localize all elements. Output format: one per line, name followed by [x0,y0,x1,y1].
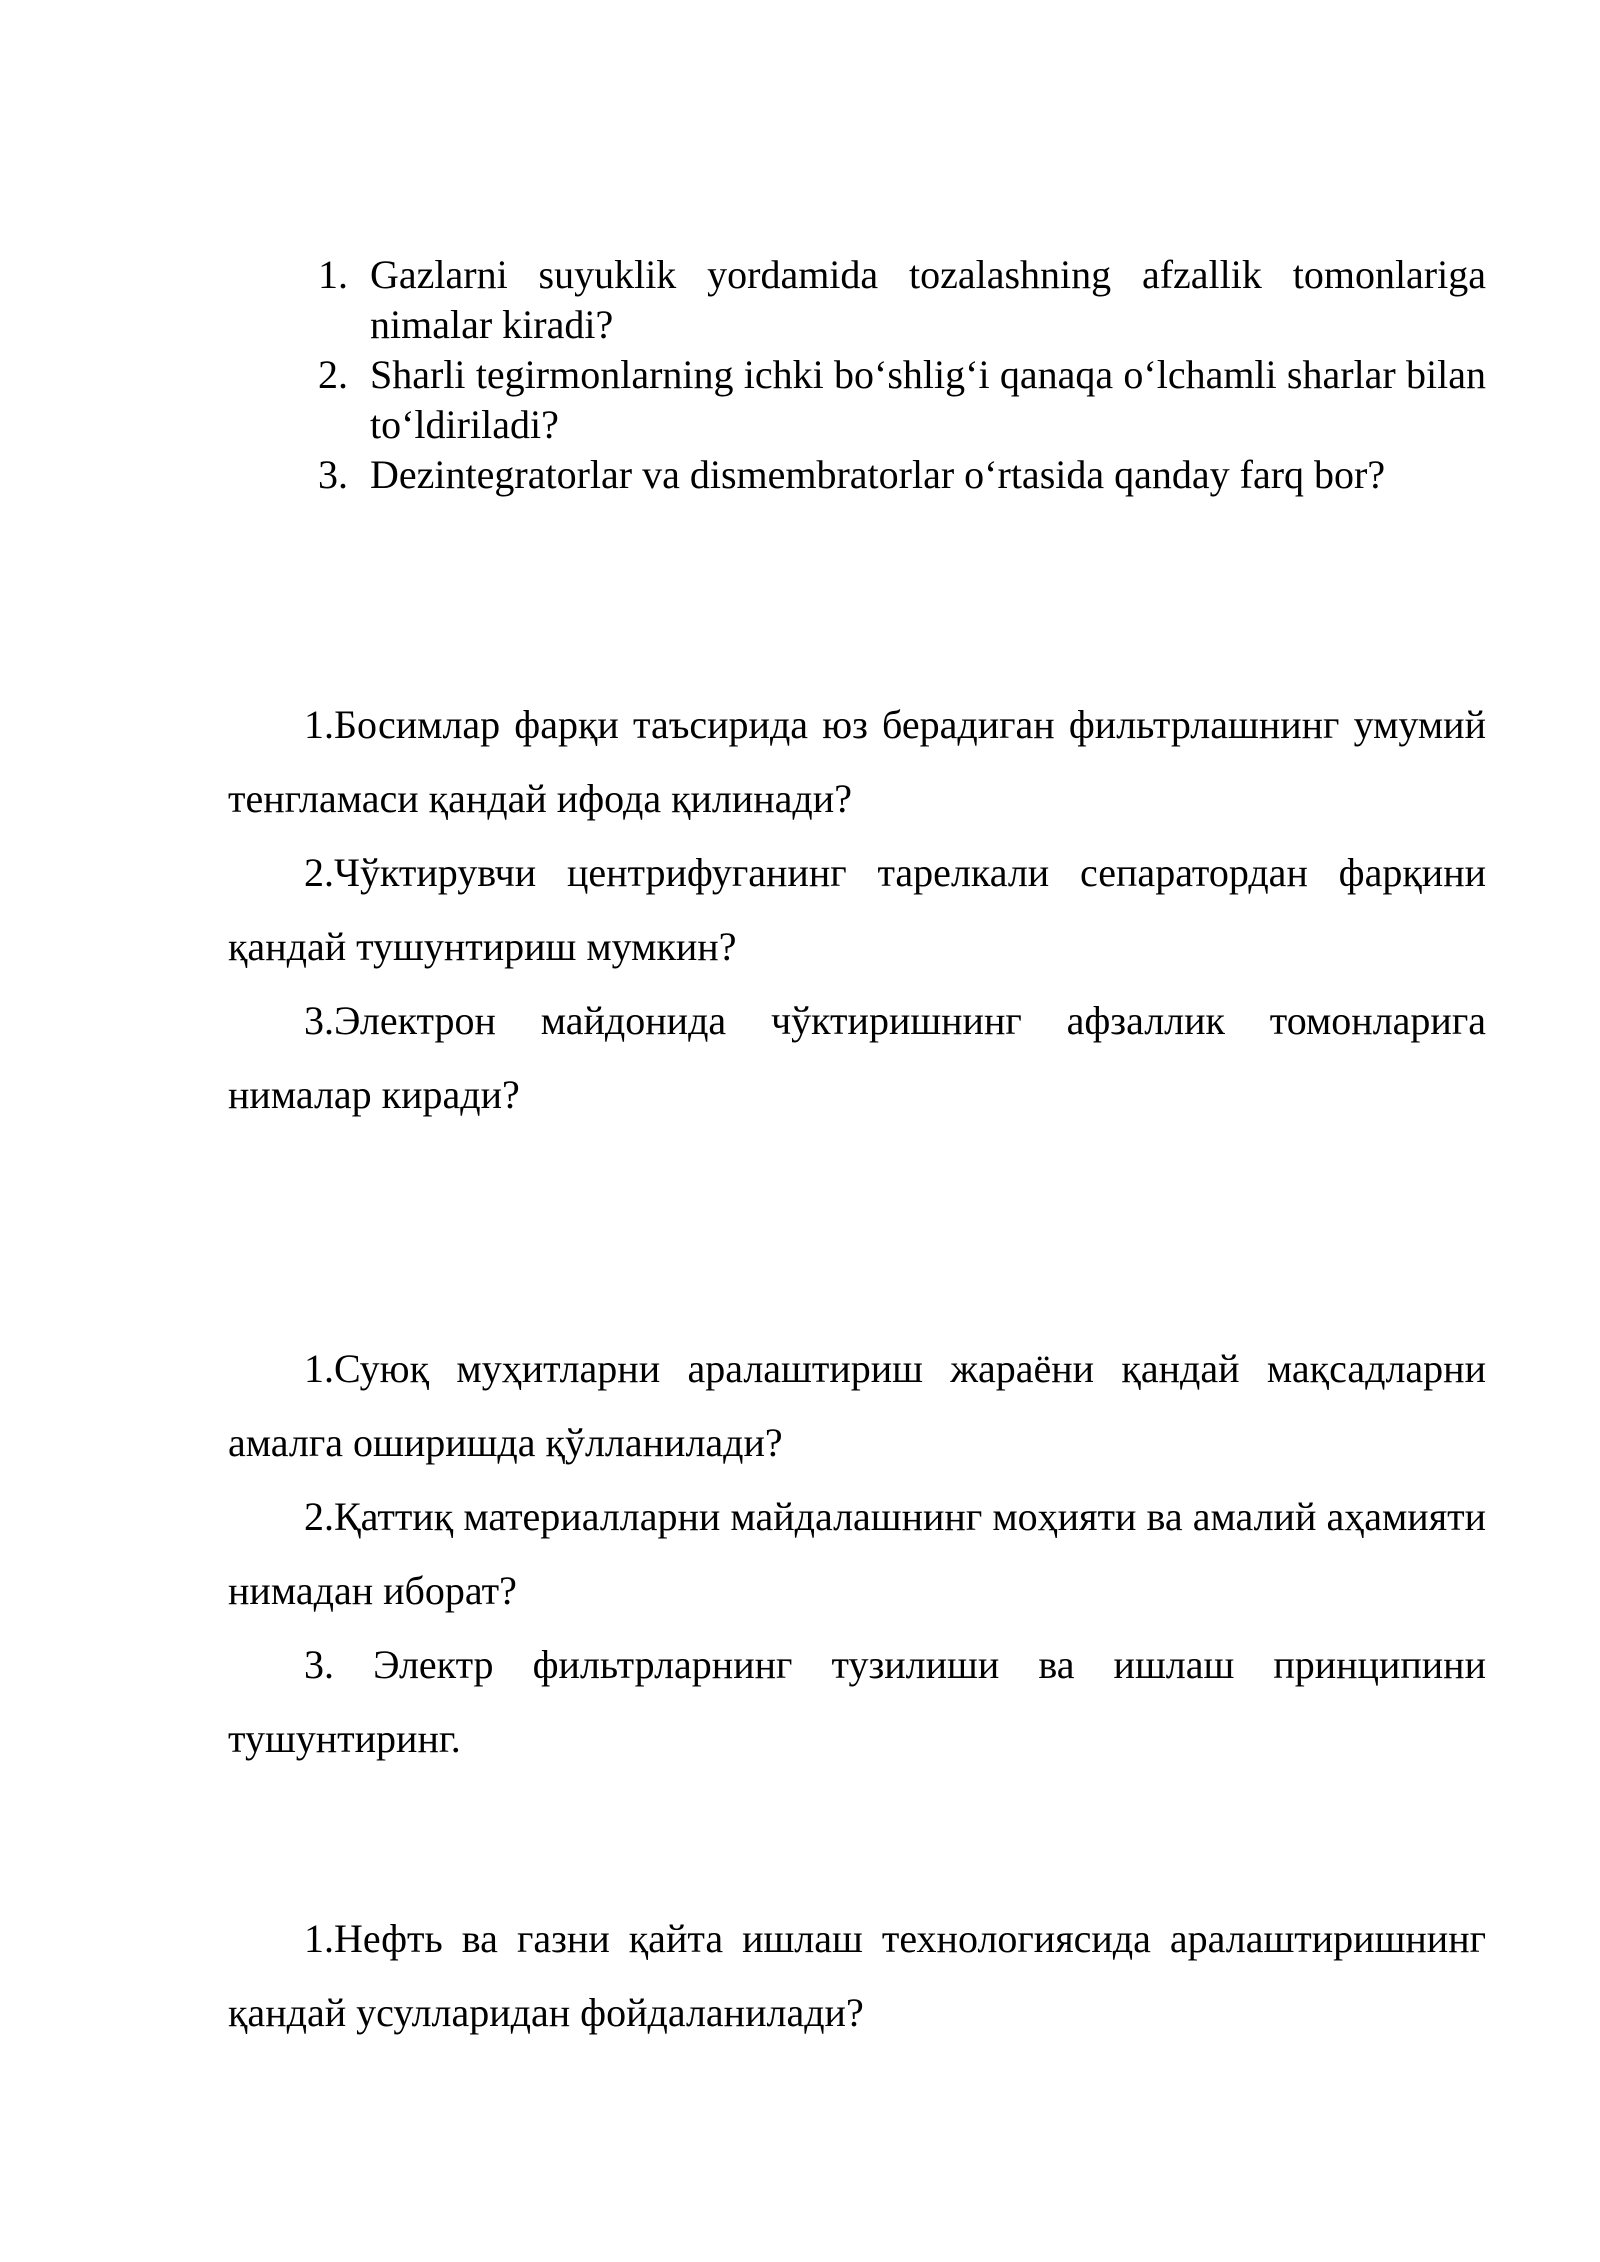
question-paragraph: 1.Нефть ва газни қайта ишлаш технологиясида аралаштиришнинг қандай усулларидан фойдаланилади? [228,1916,1486,2035]
question-list-latin [228,250,1486,500]
list-item-text: Sharli tegirmonlarning ichki bo‘shlig‘i qanaqa o‘lchamli sharlar bilan to‘ldiriladi? [370,352,1486,447]
list-item-text: Dezintegratorlar va dismembratorlar o‘rtasida qanday farq bor? [370,452,1386,497]
question-paragraph: 1.Суюқ муҳитларни аралаштириш жараёни қандай мақсадларни амалга оширишда қўлланилади? [228,1346,1486,1465]
list-item-number: 2. [318,352,348,397]
list-item [228,450,1486,500]
question-paragraph: 3.Электрон майдонида чўктиришнинг афзаллик томонларига нималар киради? [228,998,1486,1117]
question-paragraph: 2.Чўктирувчи центрифуганинг тарелкали сепаратордан фарқини қандай тушунтириш мумкин? [228,850,1486,969]
question-block-2 [228,1332,1486,1776]
question-paragraph: 2.Қаттиқ материалларни майдалашнинг моҳияти ва амалий аҳамияти нимадан иборат? [228,1494,1486,1613]
question-block-1 [228,688,1486,1132]
list-item [228,250,1486,350]
question-block-3 [228,1902,1486,2050]
list-item-number: 3. [318,452,348,497]
question-paragraph: 3. Электр фильтрларнинг тузилиши ва ишлаш принципини тушунтиринг. [228,1642,1486,1761]
list-item-number: 1. [318,252,348,297]
list-item-text: Gazlarni suyuklik yordamida tozalashning afzallik tomonlariga nimalar kiradi? [370,252,1486,347]
list-item [228,350,1486,450]
question-paragraph: 1.Босимлар фарқи таъсирида юз берадиган фильтрлашнинг умумий тенгламаси қандай ифода қилинади? [228,702,1486,821]
